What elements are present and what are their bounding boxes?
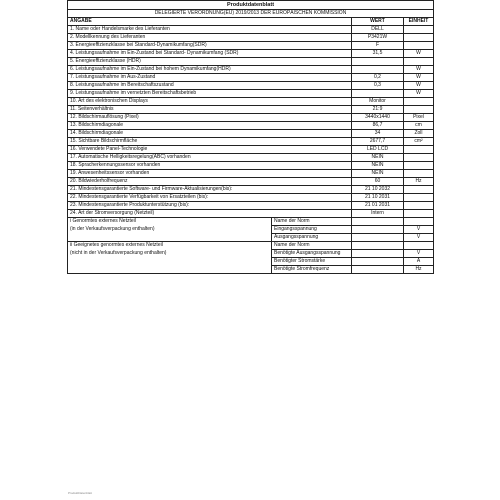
row-label: 5. Energieeffizienzklasse (HDR): [68, 58, 352, 66]
psu-field-unit: V: [404, 250, 434, 258]
table-row: [68, 98, 434, 106]
psu-field-name: Name der Norm: [272, 242, 352, 250]
psu-field-name: Ausgangsspannung: [272, 234, 352, 242]
row-unit: W: [404, 74, 434, 82]
row-label: 12. Bildschirmauflösung (Pixel): [68, 114, 352, 122]
table-row: [68, 74, 434, 82]
row-unit: W: [404, 50, 434, 58]
psu-field-value: [352, 266, 404, 274]
row-value: Intern: [352, 210, 404, 218]
table-row: [68, 122, 434, 130]
row-unit: W: [404, 66, 434, 74]
table-row: [68, 170, 434, 178]
row-value: [352, 90, 404, 98]
row-label: 18. Spracherkennungssensor vorhanden: [68, 162, 352, 170]
psu-label: ii Geeignetes genormtes externes Netzteil: [68, 242, 272, 250]
psu-field-name: Eingangsspannung: [272, 226, 352, 234]
table-row: [68, 42, 434, 50]
row-unit: [404, 34, 434, 42]
row-value: 34: [352, 130, 404, 138]
footer-note: ProduktDatenblatt: [68, 491, 93, 495]
table-row: [68, 114, 434, 122]
psu-field-value: [352, 226, 404, 234]
product-data-sheet: [67, 0, 433, 274]
table-row: [68, 130, 434, 138]
row-unit: cm²: [404, 138, 434, 146]
row-unit: Pixel: [404, 114, 434, 122]
row-unit: [404, 210, 434, 218]
row-value: NEIN: [352, 162, 404, 170]
table-row: [68, 194, 434, 202]
psu-row: [68, 250, 434, 258]
row-label: 7. Leistungsaufnahme im Aus-Zustand: [68, 74, 352, 82]
psu-field-value: [352, 250, 404, 258]
row-value: 21:9: [352, 106, 404, 114]
row-label: 6. Leistungsaufnahme im Ein-Zustand bei hohem Dynamikumfang(HDR): [68, 66, 352, 74]
psu-field-value: [352, 258, 404, 266]
row-value: 2677,7: [352, 138, 404, 146]
row-unit: [404, 106, 434, 114]
psu-field-value: [352, 218, 404, 226]
row-label: 20. Bildwiederholfrequenz: [68, 178, 352, 186]
table-row: [68, 66, 434, 74]
header-value: WERT: [352, 18, 404, 26]
data-table: [67, 0, 434, 274]
row-label: 3. Energieeffizienzklasse bei Standard-Dynamikumfang(SDR): [68, 42, 352, 50]
row-value: NEIN: [352, 170, 404, 178]
row-label: 15. Sichtbare Bildschirmfläche: [68, 138, 352, 146]
row-label: 24. Art der Stromversorgung (Netzteil): [68, 210, 352, 218]
row-value: 0,3: [352, 82, 404, 90]
table-row: [68, 50, 434, 58]
row-label: 1. Name oder Handelsmarke des Lieferanten: [68, 26, 352, 34]
psu-field-unit: V: [404, 226, 434, 234]
psu-field-unit: V: [404, 234, 434, 242]
row-value: 86,7: [352, 122, 404, 130]
title-row: [68, 1, 434, 10]
row-value: 3440x1440: [352, 114, 404, 122]
psu-field-unit: A: [404, 258, 434, 266]
table-row: [68, 26, 434, 34]
row-unit: [404, 42, 434, 50]
row-value: P3421W: [352, 34, 404, 42]
psu-field-unit: [404, 218, 434, 226]
psu-label: [68, 266, 272, 274]
subtitle-row: [68, 10, 434, 18]
psu-field-value: [352, 234, 404, 242]
psu-label: i Genormtes externes Netzteil: [68, 218, 272, 226]
psu-label: (nicht in der Verkaufsverpackung enthalten): [68, 250, 272, 258]
sheet-subtitle: DELEGIERTE VERORDNUNG(EU) 2019/2013 DER EUROPÄISCHEN KOMMISSION: [68, 10, 434, 18]
row-label: 17. Automatische Helligkeitsregelung(ABC) vorhanden: [68, 154, 352, 162]
row-unit: [404, 170, 434, 178]
psu-field-name: Benötigte Ausgangsspannung: [272, 250, 352, 258]
row-unit: [404, 26, 434, 34]
row-label: 22. Mindestensgarantierte Verfügbarkeit von Ersatzteilen (bis):: [68, 194, 352, 202]
psu-field-name: Benötigte Stromfrequenz: [272, 266, 352, 274]
row-value: Monitor: [352, 98, 404, 106]
row-label: 10. Art des elektronischen Displays: [68, 98, 352, 106]
row-value: LED LCD: [352, 146, 404, 154]
psu-row: [68, 218, 434, 226]
row-unit: [404, 58, 434, 66]
psu-row: [68, 242, 434, 250]
psu-label: [68, 234, 272, 242]
table-row: [68, 34, 434, 42]
row-value: NEIN: [352, 154, 404, 162]
row-label: 4. Leistungsaufnahme im Ein-Zustand bei Standard- Dynamikumfang (SDR): [68, 50, 352, 58]
row-unit: [404, 146, 434, 154]
row-value: 31,5: [352, 50, 404, 58]
table-row: [68, 202, 434, 210]
row-unit: [404, 194, 434, 202]
row-unit: [404, 202, 434, 210]
psu-label: (in der Verkaufsverpackung enthalten): [68, 226, 272, 234]
row-label: 2. Modellkennung des Lieferanten: [68, 34, 352, 42]
row-unit: [404, 162, 434, 170]
psu-label: [68, 258, 272, 266]
table-row: [68, 58, 434, 66]
row-label: 9. Leistungsaufnahme im vernetzten Bereitschaftsbetrieb: [68, 90, 352, 98]
row-label: 11. Seitenverhältnis: [68, 106, 352, 114]
table-row: [68, 186, 434, 194]
table-row: [68, 178, 434, 186]
table-row: [68, 210, 434, 218]
row-label: 23. Mindestensgarantierte Produktunterstützung (bis):: [68, 202, 352, 210]
table-row: [68, 106, 434, 114]
table-row: [68, 162, 434, 170]
row-value: 21 10 2032: [352, 186, 404, 194]
table-row: [68, 82, 434, 90]
row-unit: [404, 154, 434, 162]
psu-row: [68, 266, 434, 274]
row-value: 21 10 2031: [352, 194, 404, 202]
row-unit: cm: [404, 122, 434, 130]
row-value: 21 01 2031: [352, 202, 404, 210]
row-label: 14. Bildschirmdiagonale: [68, 130, 352, 138]
row-value: [352, 58, 404, 66]
row-label: 16. Verwendete Panel-Technologie: [68, 146, 352, 154]
row-unit: Zoll: [404, 130, 434, 138]
row-label: 21. Mindestensgarantierte Software- und Firmware-Aktualisierungen(bis):: [68, 186, 352, 194]
header-unit: EINHEIT: [404, 18, 434, 26]
table-row: [68, 138, 434, 146]
psu-field-unit: Hz: [404, 266, 434, 274]
row-value: DELL: [352, 26, 404, 34]
row-unit: Hz: [404, 178, 434, 186]
row-label: 13. Bildschirmdiagonale: [68, 122, 352, 130]
header-label: ANGABE: [68, 18, 352, 26]
sheet-title: Produktdatenblatt: [68, 1, 434, 10]
psu-field-unit: [404, 242, 434, 250]
row-value: 60: [352, 178, 404, 186]
row-unit: [404, 98, 434, 106]
psu-row: [68, 258, 434, 266]
header-row: [68, 18, 434, 26]
row-unit: W: [404, 90, 434, 98]
row-label: 19. Anwesenheitssensor vorhanden: [68, 170, 352, 178]
row-value: [352, 66, 404, 74]
psu-field-name: Name der Norm: [272, 218, 352, 226]
row-value: 0,2: [352, 74, 404, 82]
psu-field-value: [352, 242, 404, 250]
row-label: 8. Leistungsaufnahme im Bereitschaftszustand: [68, 82, 352, 90]
psu-row: [68, 234, 434, 242]
psu-field-name: Benötigter Stromstärke: [272, 258, 352, 266]
table-row: [68, 146, 434, 154]
table-row: [68, 154, 434, 162]
table-row: [68, 90, 434, 98]
row-unit: W: [404, 82, 434, 90]
psu-row: [68, 226, 434, 234]
row-unit: [404, 186, 434, 194]
row-value: F: [352, 42, 404, 50]
